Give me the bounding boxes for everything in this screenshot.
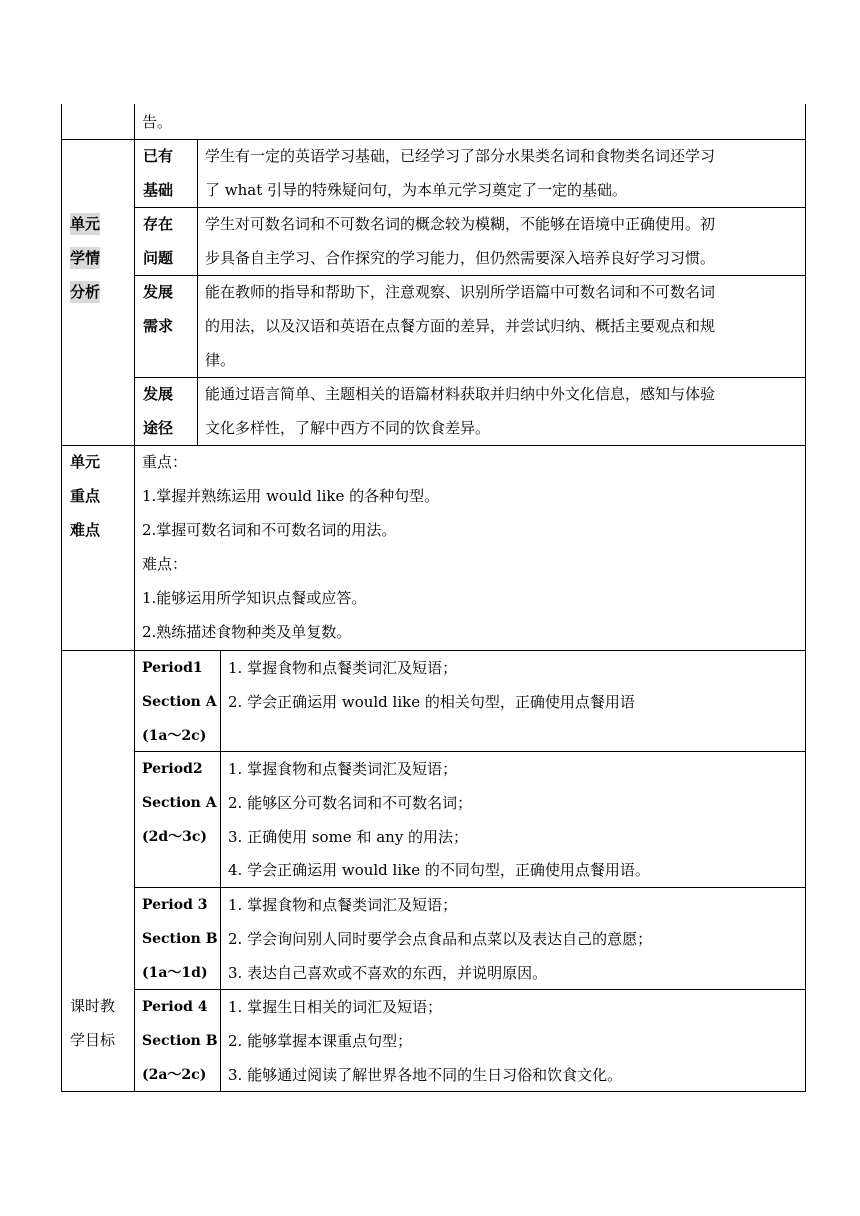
analysis-sub-3-line-1: 发展 — [143, 283, 174, 301]
objectives-label-line-1: 课时教 — [70, 997, 116, 1015]
period-3-item-2: 2. 学会询问别人同时要学会点食品和点菜以及表达自己的意愿； — [228, 930, 653, 948]
border-right — [805, 104, 806, 1092]
analysis-sub-2-line-2: 问题 — [143, 249, 174, 267]
analysis-label-line-3: 分析 — [70, 283, 101, 301]
period-4-item-1: 1. 掌握生日相关的词汇及短语； — [228, 998, 443, 1016]
period-4-name-line-2: Section B — [142, 1033, 218, 1049]
objectives-label-line-2: 学目标 — [70, 1031, 116, 1049]
period-2-name-line-1: Period2 — [142, 761, 203, 777]
analysis-sub-4-line-2: 途径 — [143, 419, 174, 437]
analysis-label-line-2: 学情 — [70, 249, 101, 267]
col-divider-analysis — [197, 139, 198, 445]
keypoints-line-6: 2.熟练描述食物种类及单复数。 — [142, 623, 352, 641]
keypoints-label-line-2: 重点 — [70, 487, 101, 505]
period-2-name-line-2: Section A — [142, 795, 217, 811]
period-2-item-1: 1. 掌握食物和点餐类词汇及短语； — [228, 760, 458, 778]
keypoints-line-2: 1.掌握并熟练运用 would like 的各种句型。 — [142, 487, 440, 505]
period-2-item-4: 4. 学会正确运用 would like 的不同句型，正确使用点餐用语。 — [228, 861, 650, 879]
period-3-item-1: 1. 掌握食物和点餐类词汇及短语； — [228, 896, 458, 914]
analysis-label-line-1: 单元 — [70, 215, 101, 233]
analysis-sub-2-line-1: 存在 — [143, 215, 174, 233]
keypoints-line-1: 重点： — [142, 453, 188, 471]
analysis-sub-4-line-1: 发展 — [143, 385, 174, 403]
period-3-name-line-3: (1a～1d) — [142, 965, 208, 981]
period-3-name-line-1: Period 3 — [142, 897, 208, 913]
analysis-text-3-line-2: 的用法，以及汉语和英语在点餐方面的差异，并尝试归纳、概括主要观点和规 — [205, 317, 716, 335]
period-4-item-2: 2. 能够掌握本课重点句型； — [228, 1032, 413, 1050]
period-1-name-line-3: (1a～2c) — [142, 728, 207, 744]
analysis-text-4-line-1: 能通过语言简单、主题相关的语篇材料获取并归纳中外文化信息，感知与体验 — [205, 385, 716, 403]
analysis-sub-1-line-1: 已有 — [143, 147, 174, 165]
period-2-item-2: 2. 能够区分可数名词和不可数名词； — [228, 794, 473, 812]
analysis-text-3-line-3: 律。 — [205, 351, 236, 369]
period-2-name-line-3: (2d～3c) — [142, 829, 208, 845]
analysis-text-1-line-1: 学生有一定的英语学习基础，已经学习了部分水果类名词和食物类名词还学习 — [205, 147, 716, 165]
analysis-text-4-line-2: 文化多样性，了解中西方不同的饮食差异。 — [205, 419, 491, 437]
border-left — [61, 104, 62, 1092]
keypoints-line-3: 2.掌握可数名词和不可数名词的用法。 — [142, 521, 397, 539]
analysis-sub-1-line-2: 基础 — [143, 181, 174, 199]
period-4-item-3: 3. 能够通过阅读了解世界各地不同的生日习俗和饮食文化。 — [228, 1066, 623, 1084]
period-1-name-line-1: Period1 — [142, 660, 203, 676]
analysis-text-2-line-1: 学生对可数名词和不可数名词的概念较为模糊，不能够在语境中正确使用。初 — [205, 215, 716, 233]
keypoints-label-line-1: 单元 — [70, 453, 101, 471]
keypoints-line-4: 难点： — [142, 555, 188, 573]
period-2-item-3: 3. 正确使用 some 和 any 的用法； — [228, 828, 469, 846]
keypoints-line-5: 1.能够运用所学知识点餐或应答。 — [142, 589, 367, 607]
period-3-item-3: 3. 表达自己喜欢或不喜欢的东西，并说明原因。 — [228, 964, 548, 982]
analysis-text-3-line-1: 能在教师的指导和帮助下，注意观察、识别所学语篇中可数名词和不可数名词 — [205, 283, 716, 301]
col-divider-label — [134, 104, 135, 1092]
top-continuation-text: 告。 — [142, 113, 173, 131]
keypoints-label-line-3: 难点 — [70, 521, 101, 539]
analysis-text-1-line-2: 了 what 引导的特殊疑问句，为本单元学习奠定了一定的基础。 — [205, 181, 628, 199]
col-divider-period — [220, 650, 221, 1092]
period-3-name-line-2: Section B — [142, 931, 218, 947]
period-1-name-line-2: Section A — [142, 694, 217, 710]
period-1-item-2: 2. 学会正确运用 would like 的相关句型，正确使用点餐用语 — [228, 693, 635, 711]
period-4-name-line-1: Period 4 — [142, 999, 208, 1015]
period-1-item-1: 1. 掌握食物和点餐类词汇及短语； — [228, 659, 458, 677]
analysis-sub-3-line-2: 需求 — [143, 317, 174, 335]
period-4-name-line-3: (2a～2c) — [142, 1067, 207, 1083]
analysis-text-2-line-2: 步具备自主学习、合作探究的学习能力，但仍然需要深入培养良好学习习惯。 — [205, 249, 716, 267]
